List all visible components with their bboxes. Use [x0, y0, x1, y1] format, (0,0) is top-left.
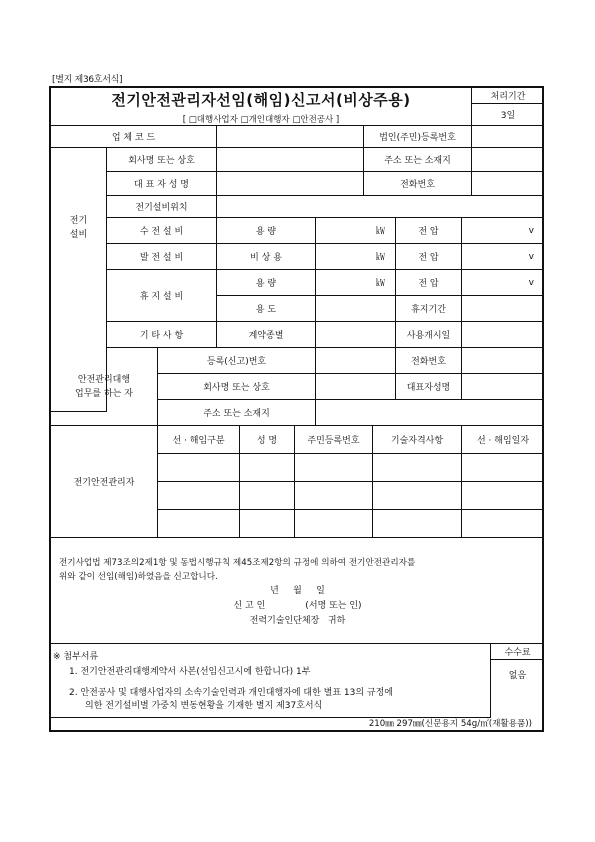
- manager-header-type: 선 · 해임구분: [158, 426, 240, 454]
- recipient: 전력기술인단체장 귀하: [249, 616, 346, 626]
- usage-field[interactable]: [316, 296, 396, 322]
- contract-type-field[interactable]: [316, 322, 396, 348]
- address-field[interactable]: [472, 148, 544, 172]
- company-name-label: 회사명 또는 상호: [107, 148, 217, 172]
- idle-period-label: 휴지기간: [396, 296, 462, 322]
- manager-row2-type[interactable]: [158, 482, 240, 510]
- receiving-facility-label: 수 전 설 비: [107, 218, 217, 244]
- form-number: [별지 제36호서식]: [52, 75, 123, 85]
- manager-row3-type[interactable]: [158, 510, 240, 538]
- generating-voltage-unit[interactable]: v: [462, 244, 544, 270]
- idle-period-field[interactable]: [462, 296, 544, 322]
- facility-group-text-2: 설비: [69, 230, 88, 240]
- receiving-voltage-label: 전 압: [396, 218, 462, 244]
- business-code-field[interactable]: [217, 126, 364, 148]
- declaration-text-2: 위와 같이 선임(해임)하였음을 신고합니다.: [59, 572, 218, 582]
- receiving-voltage-unit[interactable]: v: [462, 218, 544, 244]
- representative-field[interactable]: [217, 172, 364, 196]
- generating-capacity-unit[interactable]: ㎾: [316, 244, 396, 270]
- fee-label: 수수료: [491, 644, 544, 660]
- declaration-date[interactable]: 년 월 일: [270, 586, 325, 596]
- title-cell: [51, 88, 472, 126]
- manager-row1-type[interactable]: [158, 454, 240, 482]
- declarant-signature[interactable]: 신 고 인 (서명 또는 인): [233, 601, 362, 611]
- company-name-field[interactable]: [217, 148, 364, 172]
- representative-label: 대 표 자 성 명: [107, 172, 217, 196]
- processing-period-label: 처리기간: [472, 88, 544, 104]
- manager-row1-date[interactable]: [462, 454, 544, 482]
- contract-type-label: 계약종별: [217, 322, 316, 348]
- manager-row1-id[interactable]: [295, 454, 373, 482]
- manager-row1-name[interactable]: [240, 454, 295, 482]
- receiving-capacity-unit[interactable]: ㎾: [316, 218, 396, 244]
- attachment-item-2b: 의한 전기설비별 가중치 변동현황을 기재한 별지 제37호서식: [85, 701, 323, 711]
- agent-reg-no-label: 등록(신고)번호: [158, 348, 316, 374]
- manager-group-label: 전기안전관리자: [51, 426, 158, 538]
- corp-reg-no-field[interactable]: [472, 126, 544, 148]
- generating-voltage-label: 전 압: [396, 244, 462, 270]
- form-title: 전기안전관리자선임(해임)신고서(비상주용): [111, 90, 411, 109]
- attachment-item-2a: 2. 안전공사 및 대행사업자의 소속기술인력과 개인대행자에 대한 별표 13의 규정에: [69, 688, 393, 698]
- manager-row2-date[interactable]: [462, 482, 544, 510]
- start-date-label: 사용개시일: [396, 322, 462, 348]
- emergency-capacity-label: 비 상 용: [217, 244, 316, 270]
- form-frame: [49, 86, 544, 732]
- corp-reg-no-label: 법인(주민)등록번호: [364, 126, 472, 148]
- manager-header-name: 성 명: [240, 426, 295, 454]
- agent-group-label: [51, 348, 158, 426]
- manager-row2-id[interactable]: [295, 482, 373, 510]
- agent-address-label: 주소 또는 소재지: [158, 400, 316, 426]
- facility-location-field[interactable]: [217, 196, 544, 218]
- manager-row2-qualification[interactable]: [373, 482, 462, 510]
- manager-row3-name[interactable]: [240, 510, 295, 538]
- agent-reg-no-field[interactable]: [316, 348, 396, 374]
- facility-group-text-1: 전기: [69, 216, 88, 226]
- manager-row2-name[interactable]: [240, 482, 295, 510]
- manager-header-date: 선 · 해임일자: [462, 426, 544, 454]
- manager-row3-qualification[interactable]: [373, 510, 462, 538]
- phone-label: 전화번호: [364, 172, 472, 196]
- attachments-heading: ※ 첨부서류: [53, 652, 99, 662]
- fee-value: 없음: [508, 670, 527, 681]
- processing-period-value: 3일: [472, 104, 544, 126]
- start-date-field[interactable]: [462, 322, 544, 348]
- agent-company-field[interactable]: [316, 374, 396, 400]
- declaration-text-1: 전기사업법 제73조의2제1항 및 동법시행규칙 제45조제2항의 규정에 의하여 전기안전관리자를: [59, 558, 416, 568]
- other-items-label: 기 타 사 항: [107, 322, 217, 348]
- address-label: 주소 또는 소재지: [364, 148, 472, 172]
- idle-voltage-unit[interactable]: v: [462, 270, 544, 296]
- agent-address-field[interactable]: [316, 400, 544, 426]
- paper-size: 210㎜ 297㎜(신문용지 54g/㎡(재활용품)): [368, 719, 532, 729]
- agent-representative-field[interactable]: [462, 374, 544, 400]
- agent-group-text-1: 안전관리대행: [77, 374, 131, 385]
- manager-row3-id[interactable]: [295, 510, 373, 538]
- idle-capacity-label: 용 량: [217, 270, 316, 296]
- idle-voltage-label: 전 압: [396, 270, 462, 296]
- facility-location-label: 전기설비위치: [107, 196, 217, 218]
- agent-phone-label: 전화번호: [396, 348, 462, 374]
- usage-label: 용 도: [217, 296, 316, 322]
- manager-header-id: 주민등록번호: [295, 426, 373, 454]
- idle-facility-label: 휴 지 설 비: [107, 270, 217, 322]
- business-code-label: 업 체 코 드: [51, 126, 217, 148]
- agent-company-label: 회사명 또는 상호: [158, 374, 316, 400]
- phone-field[interactable]: [472, 172, 544, 196]
- manager-row1-qualification[interactable]: [373, 454, 462, 482]
- attachment-item-1: 1. 전기안전관리대행계약서 사본(선임신고시에 한합니다) 1부: [69, 667, 311, 677]
- agent-phone-field[interactable]: [462, 348, 544, 374]
- manager-row3-date[interactable]: [462, 510, 544, 538]
- manager-header-qualification: 기술자격사항: [373, 426, 462, 454]
- agent-group-text-2: 업무를 하는 자: [75, 388, 133, 399]
- agent-representative-label: 대표자성명: [396, 374, 462, 400]
- receiving-capacity-label: 용 량: [217, 218, 316, 244]
- applicant-type-checkboxes[interactable]: [ □대행사업자 □개인대행자 □안전공사 ]: [182, 114, 340, 125]
- idle-capacity-unit[interactable]: ㎾: [316, 270, 396, 296]
- generating-facility-label: 발 전 설 비: [107, 244, 217, 270]
